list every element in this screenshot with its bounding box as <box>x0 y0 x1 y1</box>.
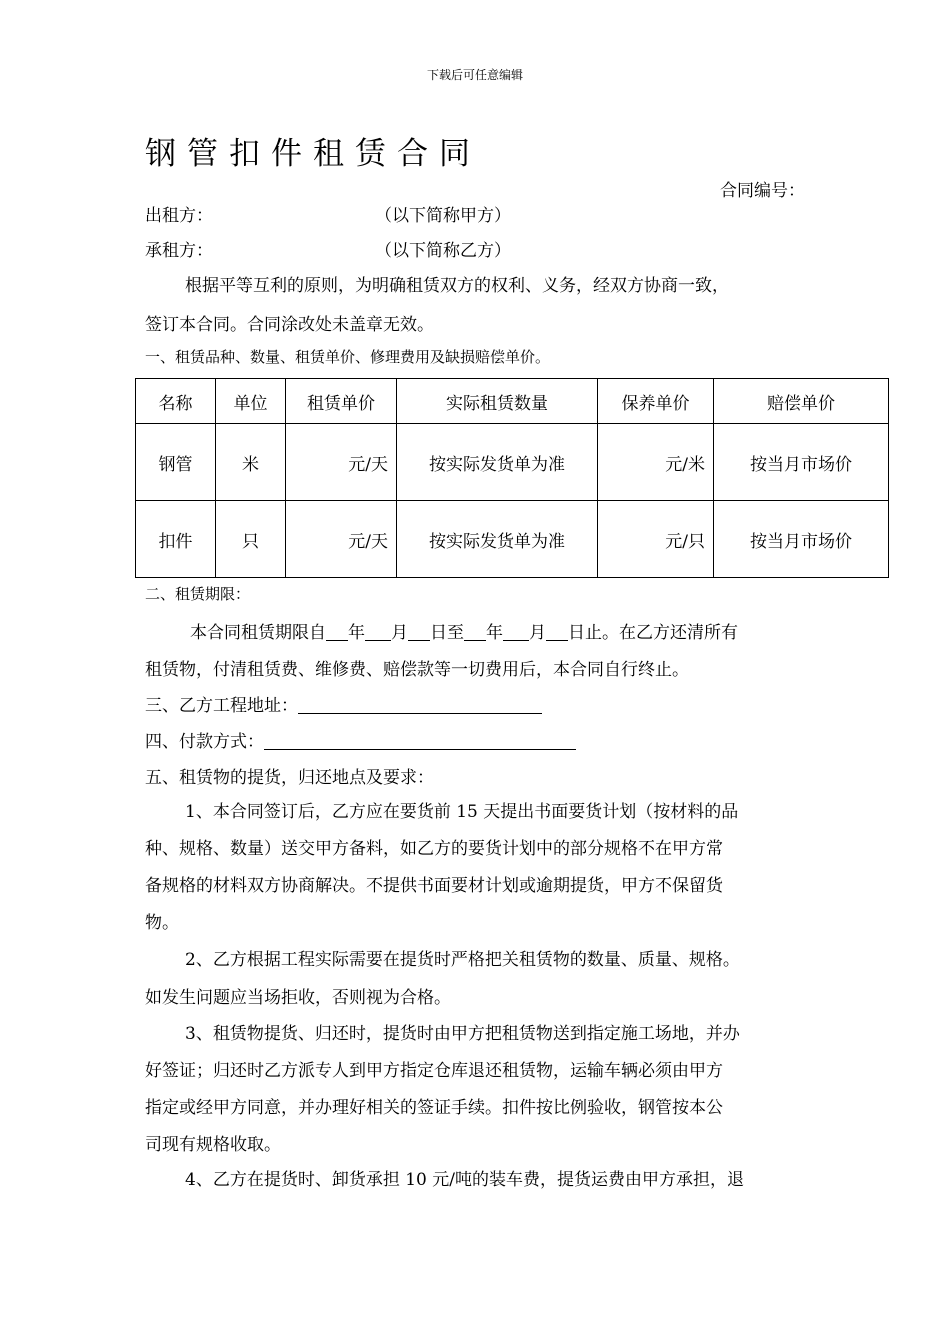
month-blank <box>365 622 391 641</box>
period-text: 日至 <box>430 623 464 643</box>
table-cell: 按实际发货单为准 <box>397 501 598 578</box>
item-1-line: 备规格的材料双方协商解决。不提供书面要材计划或逾期提货，甲方不保留货 <box>145 876 723 896</box>
table-header-cell: 保养单价 <box>598 379 714 424</box>
item-2-line: 2、乙方根据工程实际需要在提货时严格把关租赁物的数量、质量、规格。 <box>185 950 740 970</box>
table-header-cell: 单位 <box>216 379 286 424</box>
section-5-heading: 五、租赁物的提货，归还地点及要求： <box>145 768 434 788</box>
rental-period-line-2: 租赁物，付清租赁费、维修费、赔偿款等一切费用后，本合同自行终止。 <box>145 660 689 680</box>
table-cell: 按实际发货单为准 <box>397 424 598 501</box>
table-cell: 元/米 <box>598 424 714 501</box>
header-note: 下载后可任意编辑 <box>426 68 523 82</box>
period-text: 月 <box>529 623 546 643</box>
item-3-line: 指定或经甲方同意，并办理好相关的签证手续。扣件按比例验收，钢管按本公 <box>145 1098 723 1118</box>
table-header-cell: 实际租赁数量 <box>397 379 598 424</box>
table-cell: 元/天 <box>286 501 397 578</box>
contract-title: 钢管扣件租赁合同 <box>145 136 481 172</box>
item-1-line: 1、本合同签订后，乙方应在要货前 15 天提出书面要货计划（按材料的品 <box>185 802 739 822</box>
item-1-line: 物。 <box>145 913 179 933</box>
table-cell: 按当月市场价 <box>714 501 889 578</box>
section-4-heading <box>145 727 576 752</box>
day-blank <box>546 622 568 641</box>
contract-number-label: 合同编号： <box>720 181 805 201</box>
section-2-heading: 二、租赁期限： <box>145 585 251 603</box>
payment-method-label: 四、付款方式： <box>145 732 264 752</box>
table-cell: 只 <box>216 501 286 578</box>
table-row <box>136 501 889 578</box>
item-1-line: 种、规格、数量）送交甲方备料，如乙方的要货计划中的部分规格不在甲方常 <box>145 839 723 859</box>
table-row <box>136 424 889 501</box>
item-4-line: 4、乙方在提货时、卸货承担 10 元/吨的装车费，提货运费由甲方承担，退 <box>185 1170 744 1190</box>
table-cell: 元/只 <box>598 501 714 578</box>
lessee-label: 承租方： <box>145 241 213 261</box>
table-cell: 米 <box>216 424 286 501</box>
rental-table <box>135 378 889 578</box>
day-blank <box>408 622 430 641</box>
table-header-cell: 名称 <box>136 379 216 424</box>
rental-period-line-1 <box>190 618 738 643</box>
lessee-note: （以下简称乙方） <box>375 241 511 261</box>
period-text: 月 <box>391 623 408 643</box>
item-3-line: 司现有规格收取。 <box>145 1135 281 1155</box>
table-cell: 扣件 <box>136 501 216 578</box>
lessor-label: 出租方： <box>145 206 213 226</box>
item-3-line: 3、租赁物提货、归还时，提货时由甲方把租赁物送到指定施工场地，并办 <box>185 1024 740 1044</box>
table-cell: 钢管 <box>136 424 216 501</box>
table-header-cell: 赔偿单价 <box>714 379 889 424</box>
table-header-row <box>136 379 889 424</box>
project-address-blank <box>298 695 542 714</box>
month-blank <box>503 622 529 641</box>
table-header-cell: 租赁单价 <box>286 379 397 424</box>
section-1-heading: 一、租赁品种、数量、租赁单价、修理费用及缺损赔偿单价。 <box>145 348 551 366</box>
payment-method-blank <box>264 731 576 750</box>
project-address-label: 三、乙方工程地址： <box>145 696 298 716</box>
period-text: 年 <box>348 623 365 643</box>
table-cell: 按当月市场价 <box>714 424 889 501</box>
table-cell: 元/天 <box>286 424 397 501</box>
year-blank <box>326 622 348 641</box>
intro-line-1: 根据平等互利的原则，为明确租赁双方的权利、义务，经双方协商一致， <box>185 276 729 296</box>
year-blank <box>464 622 486 641</box>
lessor-note: （以下简称甲方） <box>375 206 511 226</box>
item-2-line: 如发生问题应当场拒收，否则视为合格。 <box>145 988 451 1008</box>
period-text: 日止。在乙方还清所有 <box>568 623 738 643</box>
section-3-heading <box>145 691 542 716</box>
item-3-line: 好签证；归还时乙方派专人到甲方指定仓库退还租赁物，运输车辆必须由甲方 <box>145 1061 723 1081</box>
period-text: 年 <box>486 623 503 643</box>
intro-line-2: 签订本合同。合同涂改处未盖章无效。 <box>145 315 434 335</box>
period-text: 本合同租赁期限自 <box>190 623 326 643</box>
